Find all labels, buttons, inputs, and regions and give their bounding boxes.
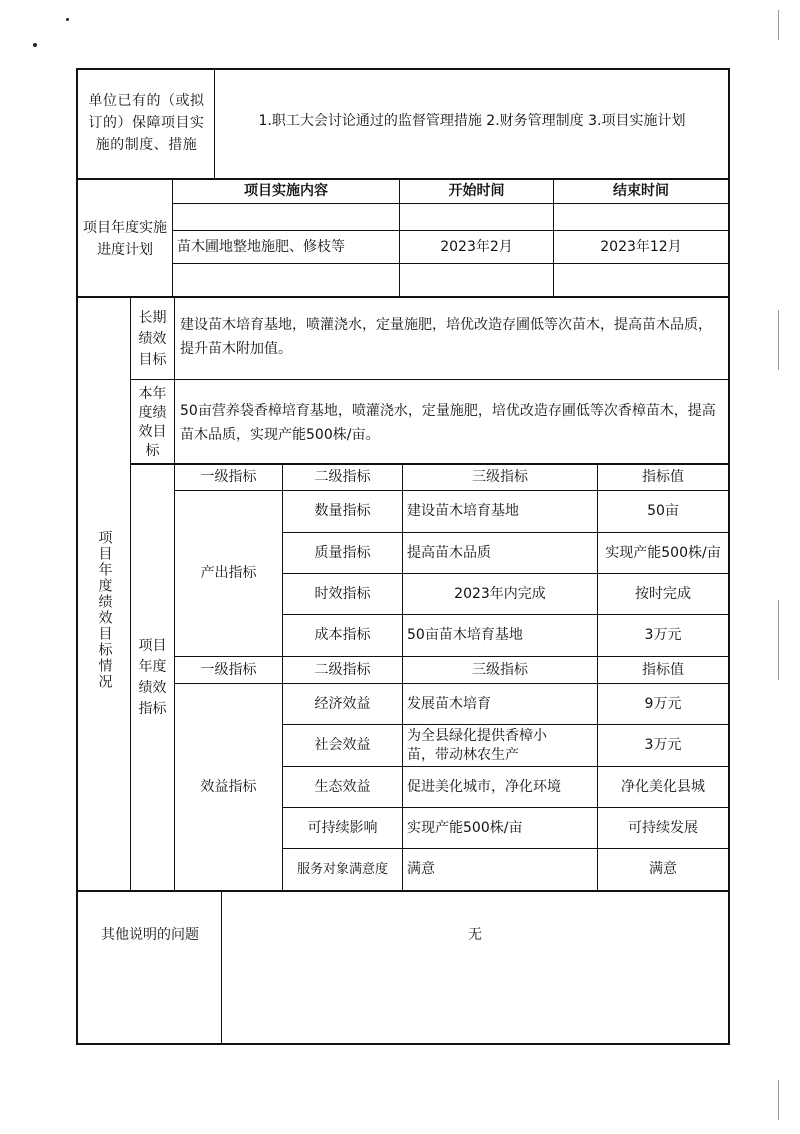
schedule-row-start: 2023年2月	[440, 238, 513, 255]
indicator-level2: 时效指标	[314, 585, 371, 602]
schedule-row-start	[400, 264, 553, 296]
header-level1: 一级指标	[200, 661, 257, 678]
indicator-level2: 成本指标	[314, 627, 371, 643]
indicator-level3: 建设苗木培育基地	[407, 503, 519, 519]
schedule-header-end: 结束时间	[613, 183, 669, 199]
indicator-level2: 可持续影响	[307, 819, 378, 836]
indicator-level3: 为全县绿化提供香樟小苗，带动林农生产	[407, 727, 547, 763]
indicator-value: 50亩	[647, 503, 679, 519]
schedule-label: 项目年度实施进度计划	[83, 220, 167, 258]
header-value: 指标值	[642, 661, 684, 678]
schedule-row-start	[400, 204, 553, 230]
schedule-row-content: 苗木圃地整地施肥、修枝等	[177, 238, 345, 255]
schedule-row-content	[173, 264, 399, 296]
header-level2: 二级指标	[314, 469, 371, 485]
indicator-value: 9万元	[644, 695, 682, 712]
measures-label: 单位已有的（或拟订的）保障项目实施的制度、措施	[88, 93, 205, 153]
schedule-header-content: 项目实施内容	[244, 183, 328, 199]
indicator-level3: 促进美化城市，净化环境	[407, 778, 561, 795]
indicator-value: 按时完成	[635, 585, 691, 602]
indicator-level3: 满意	[407, 861, 435, 877]
indicator-level2: 数量指标	[314, 503, 371, 519]
indicator-level3: 发展苗木培育	[407, 695, 491, 712]
indicator-level2: 服务对象满意度	[296, 862, 388, 877]
measures-content: 1.职工大会讨论通过的监督管理措施 2.财务管理制度 3.项目实施计划	[258, 113, 686, 129]
schedule-row-end	[554, 264, 728, 296]
header-value: 指标值	[642, 469, 684, 485]
other-notes-label: 其他说明的问题	[101, 926, 199, 943]
header-level3: 三级指标	[472, 469, 528, 485]
indicator-value: 满意	[649, 861, 677, 877]
annual-goal-label: 本年度绩效目标	[138, 386, 167, 459]
indicator-level3: 提高苗木品质	[407, 544, 491, 561]
indicator-level2: 社会效益	[314, 737, 371, 753]
indicator-value: 可持续发展	[628, 819, 698, 836]
long-term-goal-text: 建设苗木培育基地，喷灌浇水，定量施肥，培优改造存圃低等次苗木，提高苗木品质，提升苗木附加值。	[180, 317, 712, 357]
header-level2: 二级指标	[314, 661, 371, 678]
output-indicator-label: 产出指标	[200, 565, 257, 581]
header-level1: 一级指标	[200, 469, 257, 485]
schedule-row-content	[173, 204, 399, 230]
other-notes-content: 无	[468, 926, 482, 943]
long-term-goal-label: 长期绩效目标	[138, 309, 167, 368]
indicators-label: 项目年度绩效指标	[138, 638, 167, 717]
indicator-level3: 50亩苗木培育基地	[407, 627, 523, 643]
indicator-value: 实现产能500株/亩	[605, 544, 721, 561]
indicator-value: 3万元	[644, 627, 682, 643]
benefit-indicator-label: 效益指标	[200, 778, 257, 795]
schedule-header-start: 开始时间	[448, 183, 505, 199]
indicator-level2: 经济效益	[314, 695, 371, 712]
header-level3: 三级指标	[472, 661, 528, 678]
indicator-level3: 2023年内完成	[454, 585, 546, 602]
indicator-level2: 质量指标	[314, 544, 371, 561]
indicator-level2: 生态效益	[314, 778, 371, 795]
indicator-value: 3万元	[644, 737, 682, 753]
schedule-row-end: 2023年12月	[600, 238, 682, 255]
annual-goal-text: 50亩营养袋香樟培育基地，喷灌浇水，定量施肥，培优改造存圃低等次香樟苗木，提高苗木品质，实现产能500株/亩。	[180, 403, 716, 443]
schedule-row-end	[554, 204, 728, 230]
indicator-level3: 实现产能500株/亩	[407, 819, 523, 836]
performance-label: 项目年度绩效目标情况	[96, 530, 113, 690]
indicator-value: 净化美化县城	[621, 778, 705, 795]
